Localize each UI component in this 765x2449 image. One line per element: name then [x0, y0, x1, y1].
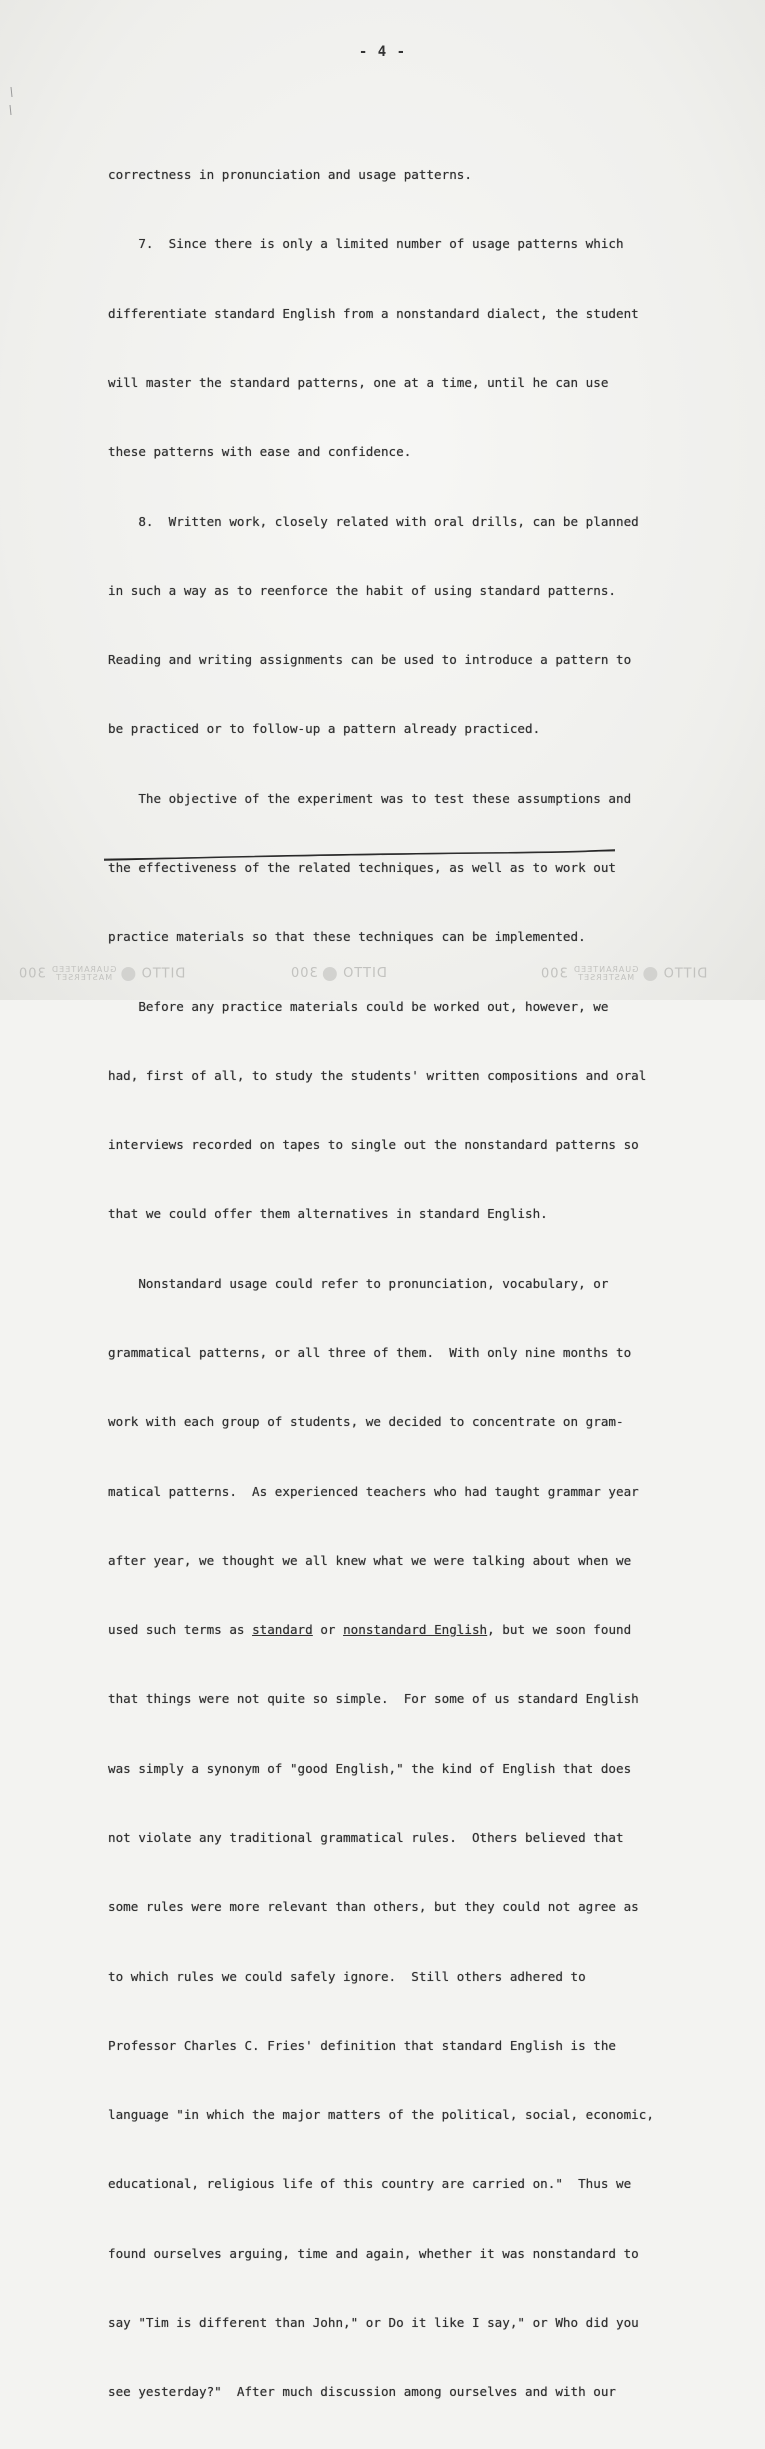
- watermark-code: 300: [290, 966, 318, 981]
- ditto-watermark: [290, 966, 387, 981]
- text-line: practice materials so that these techniques can be implemented.: [108, 929, 586, 945]
- text-line: the effectiveness of the related techniques, as well as to work out: [108, 860, 616, 875]
- text-line: that things were not quite so simple. For some of us standard English: [108, 1691, 639, 1707]
- text-line: interviews recorded on tapes to single out the nonstandard patterns so: [108, 1137, 639, 1153]
- ditto-watermark: [540, 966, 707, 982]
- text-line: grammatical patterns, or all three of them. With only nine months to: [108, 1344, 632, 1360]
- text-line: was simply a synonym of "good English," the kind of English that does: [108, 1760, 632, 1776]
- line-segment: , but we soon found: [487, 1622, 632, 1638]
- watermark-code: 300: [540, 966, 568, 982]
- stray-pen-mark: [6, 85, 16, 125]
- text-line: Reading and writing assignments can be used to introduce a pattern to: [108, 652, 632, 668]
- text-line: Nonstandard usage could refer to pronunciation, vocabulary, or: [108, 1275, 609, 1291]
- watermark-guarantee: GUARANTEED MASTERSET: [50, 965, 117, 982]
- text-line: work with each group of students, we decided to concentrate on gram-: [108, 1414, 624, 1430]
- text-line: correctness in pronunciation and usage patterns.: [108, 167, 472, 183]
- watermark-circle-icon: [643, 967, 657, 981]
- watermark-brand: DITTO: [342, 966, 387, 981]
- text-line: Before any practice materials could be worked out, however, we: [108, 998, 609, 1014]
- watermark-circle-icon: [121, 967, 135, 981]
- body-text: [108, 117, 668, 2449]
- text-line: 7. Since there is only a limited number of usage patterns which: [108, 236, 624, 252]
- text-line: language "in which the major matters of the political, social, economic,: [108, 2107, 654, 2123]
- ditto-watermark: [18, 966, 185, 982]
- text-line: to which rules we could safely ignore. Still others adhered to: [108, 1968, 586, 1984]
- underlined-term-standard: standard: [252, 1622, 313, 1638]
- watermark-circle-icon: [323, 967, 337, 981]
- watermark-code: 300: [18, 966, 46, 982]
- handwritten-strikethrough: [102, 848, 617, 862]
- underlined-term-nonstandard: nonstandard English: [343, 1622, 488, 1638]
- line-segment: or: [312, 1622, 344, 1638]
- text-line: 8. Written work, closely related with oral drills, can be planned: [108, 513, 639, 529]
- text-line: say "Tim is different than John," or Do it like I say," or Who did you: [108, 2314, 639, 2330]
- watermark-guarantee: GUARANTEED MASTERSET: [572, 965, 639, 982]
- text-line: be practiced or to follow-up a pattern already practiced.: [108, 721, 541, 737]
- text-line: had, first of all, to study the students' written compositions and oral: [108, 1067, 647, 1083]
- page-number: - 4 -: [358, 44, 407, 60]
- text-line: The objective of the experiment was to test these assumptions and: [108, 790, 632, 806]
- text-line: will master the standard patterns, one at a time, until he can use: [108, 375, 609, 391]
- struck-text-line: see yesterday?" After much discussion among ourselves and with our: [108, 2384, 616, 2400]
- text-line: Professor Charles C. Fries' definition that standard English is the: [108, 2037, 616, 2053]
- text-line: not violate any traditional grammatical rules. Others believed that: [108, 1829, 624, 1845]
- text-line-with-underline: [108, 1618, 668, 1641]
- text-line: found ourselves arguing, time and again, whether it was nonstandard to: [108, 2245, 639, 2261]
- text-line: in such a way as to reenforce the habit of using standard patterns.: [108, 582, 616, 598]
- line-segment: used such terms as: [108, 1622, 253, 1638]
- text-line: after year, we thought we all knew what we were talking about when we: [108, 1552, 632, 1568]
- text-line: differentiate standard English from a nonstandard dialect, the student: [108, 305, 639, 321]
- text-line: some rules were more relevant than others, but they could not agree as: [108, 1899, 639, 1915]
- text-line: these patterns with ease and confidence.: [108, 444, 412, 460]
- watermark-brand: DITTO: [140, 966, 186, 982]
- text-line: matical patterns. As experienced teachers who had taught grammar year: [108, 1483, 639, 1499]
- text-line: educational, religious life of this country are carried on." Thus we: [108, 2176, 632, 2192]
- watermark-brand: DITTO: [662, 966, 708, 982]
- text-line: that we could offer them alternatives in standard English.: [108, 1206, 548, 1222]
